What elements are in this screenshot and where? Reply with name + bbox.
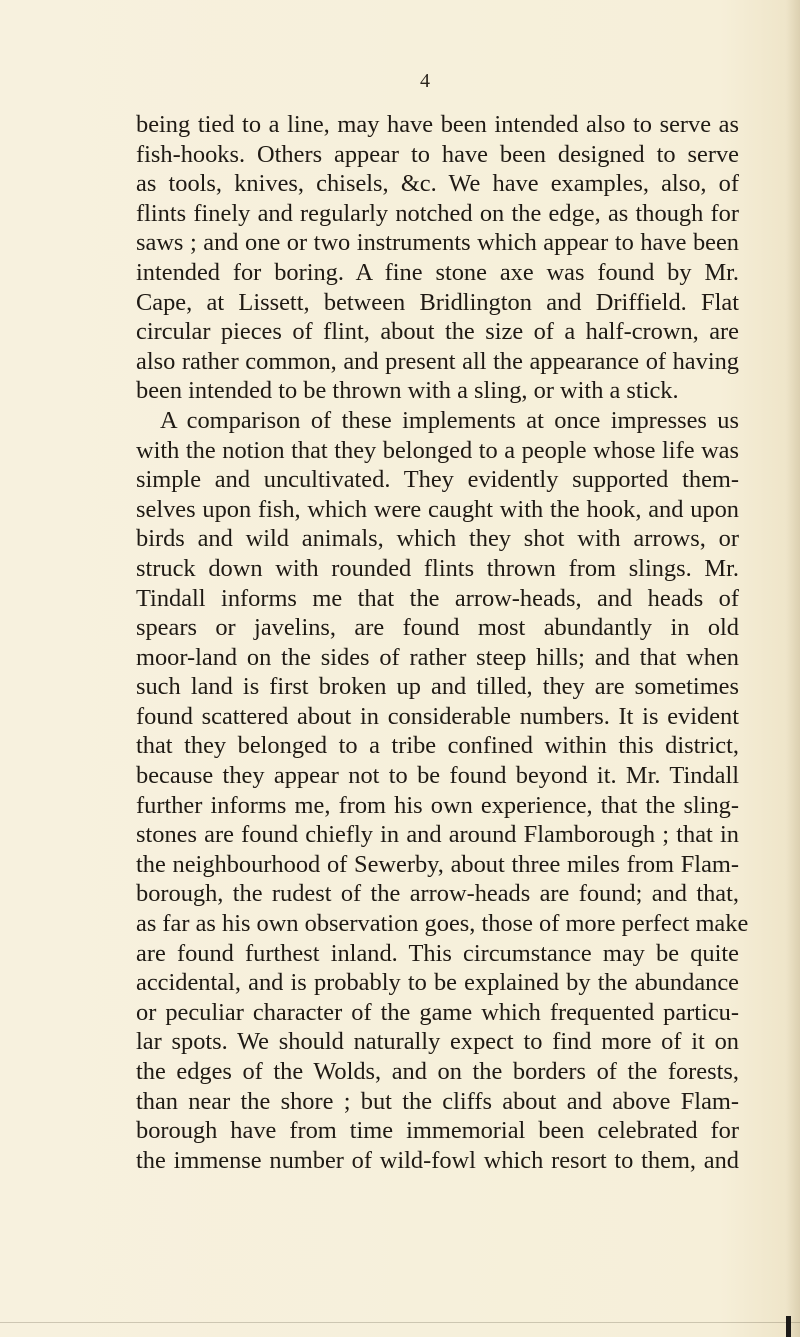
text-line: accidental, and is probably to be explained by the abundance (136, 969, 739, 997)
text-line: further informs me, from his own experience, that the sling- (136, 791, 739, 819)
text-line: with the notion that they belonged to a people whose life was (136, 436, 739, 464)
text-line: selves upon fish, which were caught with the hook, and upon (136, 495, 739, 523)
text-line: spears or javelins, are found most abundantly in old (136, 614, 739, 642)
page-edge-shadow (786, 0, 800, 1337)
text-line: being tied to a line, may have been intended also to serve as (136, 111, 739, 138)
text-line: the immense number of wild-fowl which resort to them, and (136, 1146, 739, 1174)
text-line: the edges of the Wolds, and on the borders of the forests, (136, 1058, 739, 1085)
text-line: than near the shore ; but the cliffs about and above Flam- (136, 1087, 739, 1115)
scan-bottom-rule (0, 1322, 800, 1323)
text-line: the neighbourhood of Sewerby, about three miles from Flam- (136, 850, 739, 878)
text-line: intended for boring. A fine stone axe was found by Mr. (136, 258, 739, 286)
page-number: 4 (420, 70, 430, 92)
text-line: that they belonged to a tribe confined within this district, (136, 732, 739, 760)
text-line: because they appear not to be found beyond it. Mr. Tindall (136, 762, 739, 790)
text-line: been intended to be thrown with a sling, or with a stick. (136, 377, 679, 405)
text-line: stones are found chiefly in and around Flamborough ; that in (136, 821, 739, 849)
text-line: also rather common, and present all the appearance of having (136, 347, 739, 375)
text-line: as tools, knives, chisels, &c. We have examples, also, of (136, 170, 739, 198)
text-line: as far as his own observation goes, those of more perfect make (136, 910, 749, 938)
text-line: are found furthest inland. This circumstance may be quite (136, 939, 739, 967)
text-line-paragraph-start: A comparison of these implements at once impresses us (160, 406, 739, 434)
text-line: lar spots. We should naturally expect to find more of it on (136, 1028, 739, 1056)
text-line: moor-land on the sides of rather steep hills; and that when (136, 643, 739, 671)
text-line: simple and uncultivated. They evidently supported them- (136, 466, 739, 494)
text-line: circular pieces of flint, about the size of a half-crown, are (136, 318, 739, 346)
text-line: or peculiar character of the game which frequented particu- (136, 998, 739, 1026)
text-line: Tindall informs me that the arrow-heads, and heads of (136, 584, 739, 612)
body-text (136, 110, 749, 1175)
text-line: birds and wild animals, which they shot with arrows, or (136, 525, 739, 553)
text-line: such land is first broken up and tilled, they are sometimes (136, 673, 739, 701)
text-line: fish-hooks. Others appear to have been designed to serve (136, 140, 739, 168)
text-line: struck down with rounded flints thrown from slings. Mr. (136, 554, 739, 582)
text-line: borough have from time immemorial been celebrated for (136, 1117, 739, 1145)
text-line: found scattered about in considerable numbers. It is evident (136, 702, 739, 730)
scan-edge-mark (786, 1316, 791, 1337)
text-line: Cape, at Lissett, between Bridlington and Driffield. Flat (136, 288, 739, 316)
text-line: borough, the rudest of the arrow-heads are found; and that, (136, 880, 739, 908)
text-line: saws ; and one or two instruments which appear to have been (136, 229, 739, 257)
text-line: flints finely and regularly notched on the edge, as though for (136, 199, 739, 227)
